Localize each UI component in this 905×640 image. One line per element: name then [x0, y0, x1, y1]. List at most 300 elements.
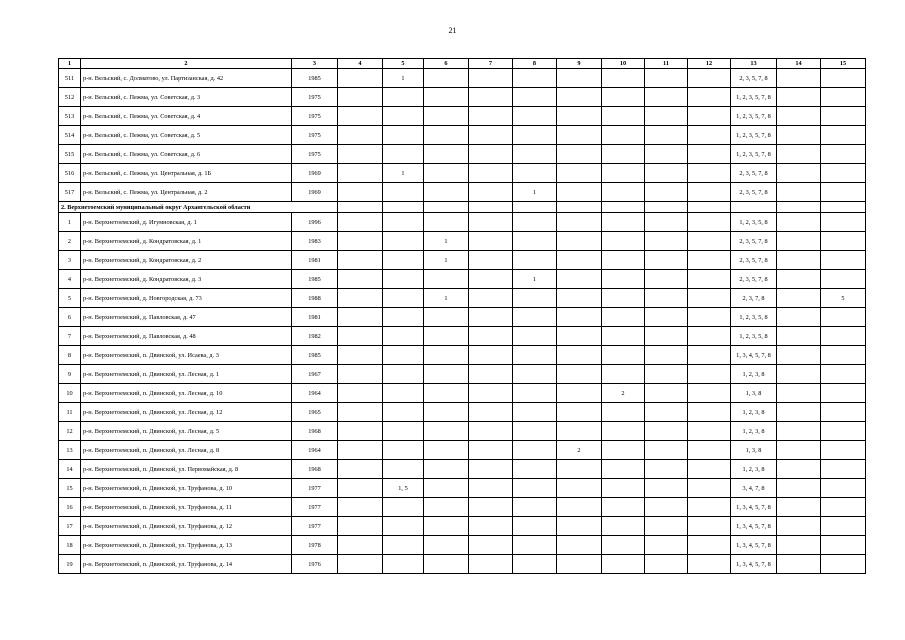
col11-cell [645, 536, 688, 555]
col10-cell [602, 422, 645, 441]
col14-cell [777, 498, 821, 517]
col4-cell [338, 384, 383, 403]
col13-cell: 1, 3, 4, 5, 7, 8 [731, 517, 777, 536]
col15-cell [821, 213, 866, 232]
table-row [59, 479, 866, 498]
year-cell: 1964 [292, 384, 338, 403]
col14-cell [777, 327, 821, 346]
col11-cell [645, 346, 688, 365]
address-cell: р-н. Вельский, с. Пежма, ул. Советская, д. 4 [81, 107, 292, 126]
col11-cell [645, 183, 688, 202]
row-number: 514 [59, 126, 81, 145]
address-cell: р-н. Верхнетоемский, п. Двинской, ул. Труфанова, д. 14 [81, 555, 292, 574]
col9-cell [557, 164, 602, 183]
col7-cell [469, 145, 513, 164]
row-number: 14 [59, 460, 81, 479]
year-cell: 1983 [292, 232, 338, 251]
year-cell: 1968 [292, 460, 338, 479]
col7-cell [469, 289, 513, 308]
section-empty-cell [383, 202, 424, 213]
col9-cell [557, 126, 602, 145]
col11-cell [645, 498, 688, 517]
col7-cell [469, 460, 513, 479]
col7-cell [469, 251, 513, 270]
table-row [59, 365, 866, 384]
row-number: 13 [59, 441, 81, 460]
col8-cell [513, 441, 557, 460]
col6-cell [424, 308, 469, 327]
col12-cell [688, 365, 731, 384]
col11-cell [645, 251, 688, 270]
col7-cell [469, 498, 513, 517]
col11-cell [645, 422, 688, 441]
col13-cell: 1, 2, 3, 5, 7, 8 [731, 126, 777, 145]
col14-cell [777, 145, 821, 164]
col12-cell [688, 517, 731, 536]
col5-cell [383, 555, 424, 574]
row-number: 9 [59, 365, 81, 384]
address-cell: р-н. Верхнетоемский, п. Двинской, ул. Лесная, д. 10 [81, 384, 292, 403]
col10-cell [602, 126, 645, 145]
column-header: 13 [731, 59, 777, 69]
col9-cell [557, 213, 602, 232]
col14-cell [777, 308, 821, 327]
table-row [59, 403, 866, 422]
column-header: 3 [292, 59, 338, 69]
col4-cell [338, 441, 383, 460]
section-header-row [59, 202, 866, 213]
col4-cell [338, 289, 383, 308]
col9-cell [557, 365, 602, 384]
col10-cell [602, 107, 645, 126]
col8-cell [513, 403, 557, 422]
col15-cell [821, 555, 866, 574]
year-cell: 1968 [292, 422, 338, 441]
col5-cell [383, 289, 424, 308]
col9-cell [557, 422, 602, 441]
col10-cell [602, 536, 645, 555]
section-empty-cell [338, 202, 383, 213]
col8-cell [513, 517, 557, 536]
col10-cell [602, 145, 645, 164]
section-empty-cell [645, 202, 688, 213]
col7-cell [469, 384, 513, 403]
row-number: 516 [59, 164, 81, 183]
address-cell: р-н. Верхнетоемский, п. Двинской, ул. Лесная, д. 5 [81, 422, 292, 441]
col11-cell [645, 517, 688, 536]
col4-cell [338, 517, 383, 536]
col10-cell [602, 346, 645, 365]
col6-cell [424, 536, 469, 555]
col8-cell [513, 251, 557, 270]
col13-cell: 1, 3, 4, 5, 7, 8 [731, 498, 777, 517]
year-cell: 1965 [292, 403, 338, 422]
col6-cell [424, 164, 469, 183]
col15-cell [821, 308, 866, 327]
col9-cell [557, 479, 602, 498]
col14-cell [777, 251, 821, 270]
year-cell: 1976 [292, 555, 338, 574]
col4-cell [338, 107, 383, 126]
col9-cell [557, 384, 602, 403]
col4-cell [338, 232, 383, 251]
table-row [59, 251, 866, 270]
address-cell: р-н. Вельский, с. Пежма, ул. Центральная, д. 1Б [81, 164, 292, 183]
row-number: 4 [59, 270, 81, 289]
address-cell: р-н. Верхнетоемский, п. Двинской, ул. Лесная, д. 1 [81, 365, 292, 384]
col12-cell [688, 145, 731, 164]
col14-cell [777, 555, 821, 574]
col12-cell [688, 69, 731, 88]
address-cell: р-н. Верхнетоемский, п. Двинской, ул. Труфанова, д. 11 [81, 498, 292, 517]
col6-cell [424, 517, 469, 536]
section-empty-cell [602, 202, 645, 213]
col12-cell [688, 441, 731, 460]
year-cell: 1977 [292, 517, 338, 536]
address-cell: р-н. Верхнетоемский, д. Кондратовская, д. 2 [81, 251, 292, 270]
col5-cell [383, 308, 424, 327]
col7-cell [469, 213, 513, 232]
col7-cell [469, 107, 513, 126]
col12-cell [688, 327, 731, 346]
col10-cell [602, 517, 645, 536]
column-header: 11 [645, 59, 688, 69]
col10-cell [602, 270, 645, 289]
col9-cell [557, 308, 602, 327]
col5-cell [383, 384, 424, 403]
row-number: 18 [59, 536, 81, 555]
col11-cell [645, 460, 688, 479]
section-empty-cell [513, 202, 557, 213]
col6-cell [424, 69, 469, 88]
col13-cell: 1, 3, 8 [731, 441, 777, 460]
col10-cell [602, 555, 645, 574]
col4-cell [338, 498, 383, 517]
year-cell: 1985 [292, 346, 338, 365]
col14-cell [777, 460, 821, 479]
section-empty-cell [821, 202, 866, 213]
col9-cell [557, 517, 602, 536]
col10-cell [602, 69, 645, 88]
table-row [59, 88, 866, 107]
col13-cell: 2, 3, 5, 7, 8 [731, 164, 777, 183]
col8-cell [513, 289, 557, 308]
col15-cell [821, 232, 866, 251]
col7-cell [469, 517, 513, 536]
col11-cell [645, 270, 688, 289]
col10-cell [602, 308, 645, 327]
table-row [59, 145, 866, 164]
col11-cell [645, 232, 688, 251]
col12-cell [688, 384, 731, 403]
col8-cell: 1 [513, 270, 557, 289]
col7-cell [469, 183, 513, 202]
col9-cell [557, 251, 602, 270]
column-header: 8 [513, 59, 557, 69]
table-row [59, 308, 866, 327]
col7-cell [469, 126, 513, 145]
col10-cell [602, 479, 645, 498]
col6-cell [424, 346, 469, 365]
col10-cell [602, 441, 645, 460]
col14-cell [777, 441, 821, 460]
col8-cell [513, 460, 557, 479]
col6-cell [424, 126, 469, 145]
col5-cell: 1, 5 [383, 479, 424, 498]
col15-cell [821, 327, 866, 346]
table-row [59, 213, 866, 232]
col15-cell [821, 403, 866, 422]
col6-cell [424, 183, 469, 202]
col11-cell [645, 441, 688, 460]
col5-cell: 1 [383, 69, 424, 88]
col11-cell [645, 69, 688, 88]
col11-cell [645, 365, 688, 384]
col7-cell [469, 555, 513, 574]
col12-cell [688, 479, 731, 498]
col4-cell [338, 346, 383, 365]
col6-cell [424, 365, 469, 384]
col12-cell [688, 460, 731, 479]
col15-cell [821, 365, 866, 384]
col5-cell [383, 498, 424, 517]
table-row [59, 441, 866, 460]
column-header: 4 [338, 59, 383, 69]
col6-cell [424, 460, 469, 479]
row-number: 17 [59, 517, 81, 536]
col14-cell [777, 346, 821, 365]
col12-cell [688, 403, 731, 422]
col15-cell [821, 88, 866, 107]
address-cell: р-н. Верхнетоемский, п. Двинской, ул. Лесная, д. 12 [81, 403, 292, 422]
year-cell: 1975 [292, 88, 338, 107]
col15-cell [821, 251, 866, 270]
col11-cell [645, 479, 688, 498]
address-cell: р-н. Верхнетоемский, д. Павловская, д. 48 [81, 327, 292, 346]
col13-cell: 1, 2, 3, 8 [731, 403, 777, 422]
page-number: 21 [448, 26, 457, 35]
col15-cell [821, 536, 866, 555]
row-number: 16 [59, 498, 81, 517]
col11-cell [645, 384, 688, 403]
col14-cell [777, 403, 821, 422]
col5-cell [383, 213, 424, 232]
col4-cell [338, 145, 383, 164]
year-cell: 1981 [292, 251, 338, 270]
section-empty-cell [731, 202, 777, 213]
col9-cell [557, 270, 602, 289]
col7-cell [469, 270, 513, 289]
year-cell: 1975 [292, 145, 338, 164]
row-number: 515 [59, 145, 81, 164]
col7-cell [469, 479, 513, 498]
col14-cell [777, 365, 821, 384]
section-empty-cell [424, 202, 469, 213]
col10-cell [602, 498, 645, 517]
col12-cell [688, 164, 731, 183]
address-cell: р-н. Вельский, с. Долматово, ул. Партизанская, д. 42 [81, 69, 292, 88]
table-row [59, 69, 866, 88]
col15-cell [821, 498, 866, 517]
col7-cell [469, 441, 513, 460]
col14-cell [777, 422, 821, 441]
table-row [59, 517, 866, 536]
col12-cell [688, 289, 731, 308]
col13-cell: 2, 3, 5, 7, 8 [731, 251, 777, 270]
column-header: 2 [81, 59, 292, 69]
col12-cell [688, 232, 731, 251]
address-cell: р-н. Верхнетоемский, д. Новгородская, д. 73 [81, 289, 292, 308]
col15-cell [821, 270, 866, 289]
col5-cell: 1 [383, 164, 424, 183]
address-cell: р-н. Вельский, с. Пежма, ул. Советская, д. 3 [81, 88, 292, 107]
col7-cell [469, 232, 513, 251]
year-cell: 1981 [292, 308, 338, 327]
col11-cell [645, 555, 688, 574]
col4-cell [338, 270, 383, 289]
col4-cell [338, 555, 383, 574]
col6-cell [424, 88, 469, 107]
table-row [59, 183, 866, 202]
col5-cell [383, 460, 424, 479]
address-cell: р-н. Верхнетоемский, п. Двинской, ул. Труфанова, д. 12 [81, 517, 292, 536]
row-number: 3 [59, 251, 81, 270]
col12-cell [688, 270, 731, 289]
col8-cell [513, 107, 557, 126]
col9-cell [557, 460, 602, 479]
year-cell: 1975 [292, 126, 338, 145]
col8-cell [513, 365, 557, 384]
year-cell: 1978 [292, 536, 338, 555]
address-cell: р-н. Верхнетоемский, д. Кондратовская, д. 3 [81, 270, 292, 289]
col4-cell [338, 422, 383, 441]
table-row [59, 164, 866, 183]
col5-cell [383, 365, 424, 384]
row-number: 12 [59, 422, 81, 441]
col8-cell: 1 [513, 183, 557, 202]
col13-cell: 1, 3, 4, 5, 7, 8 [731, 555, 777, 574]
col6-cell [424, 479, 469, 498]
col6-cell [424, 327, 469, 346]
year-cell: 1969 [292, 164, 338, 183]
col14-cell [777, 536, 821, 555]
col8-cell [513, 327, 557, 346]
year-cell: 1985 [292, 270, 338, 289]
col6-cell [424, 498, 469, 517]
col15-cell [821, 517, 866, 536]
row-number: 513 [59, 107, 81, 126]
col13-cell: 1, 2, 3, 8 [731, 460, 777, 479]
col7-cell [469, 164, 513, 183]
col4-cell [338, 308, 383, 327]
col5-cell [383, 327, 424, 346]
col10-cell: 2 [602, 384, 645, 403]
col15-cell: 5 [821, 289, 866, 308]
col15-cell [821, 384, 866, 403]
table-row [59, 422, 866, 441]
col7-cell [469, 88, 513, 107]
col4-cell [338, 213, 383, 232]
year-cell: 1964 [292, 441, 338, 460]
col8-cell [513, 164, 557, 183]
table-row [59, 270, 866, 289]
col15-cell [821, 460, 866, 479]
col11-cell [645, 107, 688, 126]
col9-cell [557, 183, 602, 202]
col5-cell [383, 441, 424, 460]
col12-cell [688, 213, 731, 232]
column-header: 15 [821, 59, 866, 69]
column-header: 14 [777, 59, 821, 69]
col13-cell: 1, 2, 3, 5, 7, 8 [731, 107, 777, 126]
row-number: 2 [59, 232, 81, 251]
year-cell: 1969 [292, 183, 338, 202]
col9-cell [557, 327, 602, 346]
col6-cell [424, 107, 469, 126]
col8-cell [513, 69, 557, 88]
row-number: 512 [59, 88, 81, 107]
col9-cell [557, 107, 602, 126]
address-cell: р-н. Верхнетоемский, п. Двинской, ул. Исаева, д. 3 [81, 346, 292, 365]
col9-cell [557, 346, 602, 365]
col4-cell [338, 126, 383, 145]
col13-cell: 1, 3, 4, 5, 7, 8 [731, 536, 777, 555]
col15-cell [821, 422, 866, 441]
col14-cell [777, 517, 821, 536]
col13-cell: 1, 2, 3, 5, 7, 8 [731, 88, 777, 107]
row-number: 19 [59, 555, 81, 574]
col4-cell [338, 69, 383, 88]
col4-cell [338, 479, 383, 498]
col14-cell [777, 164, 821, 183]
col14-cell [777, 232, 821, 251]
col13-cell: 1, 2, 3, 8 [731, 422, 777, 441]
column-header: 1 [59, 59, 81, 69]
col5-cell [383, 346, 424, 365]
col11-cell [645, 145, 688, 164]
address-cell: р-н. Верхнетоемский, п. Двинской, ул. Труфанова, д. 13 [81, 536, 292, 555]
table-row [59, 384, 866, 403]
col9-cell [557, 88, 602, 107]
table-row [59, 126, 866, 145]
column-header: 6 [424, 59, 469, 69]
col13-cell: 2, 3, 5, 7, 8 [731, 69, 777, 88]
col8-cell [513, 346, 557, 365]
col9-cell [557, 289, 602, 308]
year-cell: 1988 [292, 289, 338, 308]
table-row [59, 536, 866, 555]
address-cell: р-н. Вельский, с. Пежма, ул. Центральная, д. 2 [81, 183, 292, 202]
col5-cell [383, 517, 424, 536]
col12-cell [688, 346, 731, 365]
row-number: 8 [59, 346, 81, 365]
year-cell: 1977 [292, 498, 338, 517]
col13-cell: 2, 3, 5, 7, 8 [731, 232, 777, 251]
col4-cell [338, 365, 383, 384]
col7-cell [469, 365, 513, 384]
address-cell: р-н. Верхнетоемский, д. Павловская, д. 47 [81, 308, 292, 327]
col8-cell [513, 479, 557, 498]
col8-cell [513, 536, 557, 555]
col13-cell: 2, 3, 7, 8 [731, 289, 777, 308]
col13-cell: 1, 3, 8 [731, 384, 777, 403]
col8-cell [513, 308, 557, 327]
col10-cell [602, 327, 645, 346]
col11-cell [645, 289, 688, 308]
col15-cell [821, 346, 866, 365]
table-row [59, 289, 866, 308]
col13-cell: 1, 2, 3, 5, 8 [731, 213, 777, 232]
